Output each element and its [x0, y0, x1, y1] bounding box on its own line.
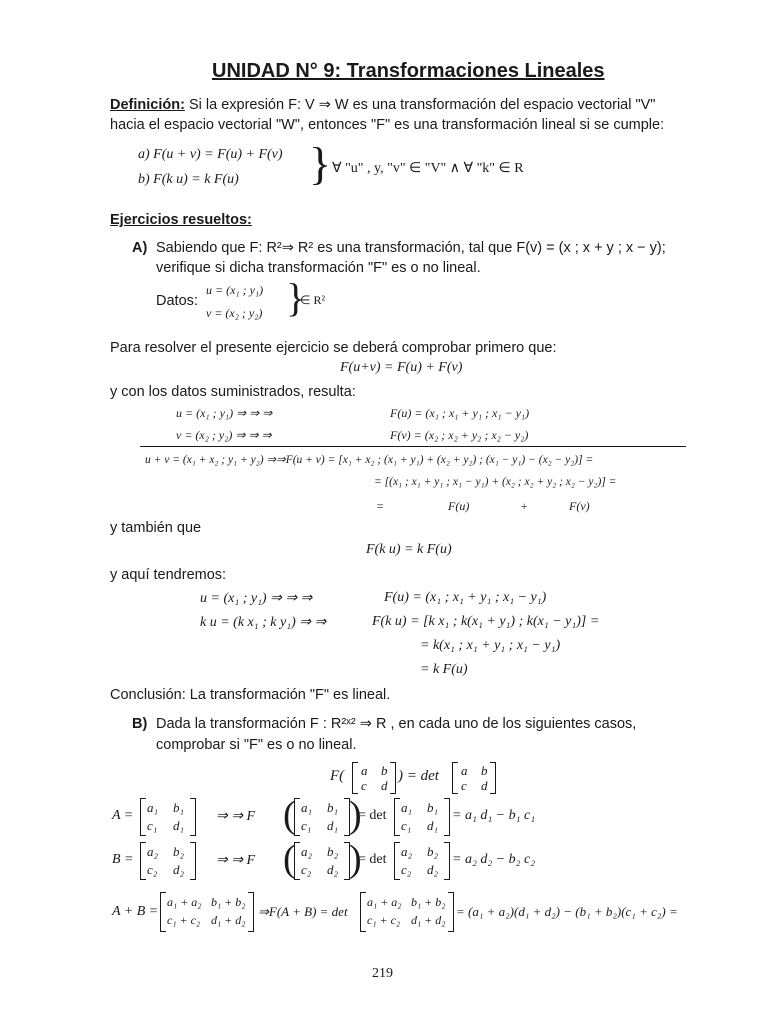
definition-line-2: hacia el espacio vectorial "W", entonces "F" es una transformación lineal si se cumple:	[110, 117, 665, 133]
b-result: = a₂ d₂ − b₂ c₂	[452, 852, 536, 867]
row1-left: u = (x₁ ; y₁) ⇒ ⇒ ⇒	[176, 406, 273, 420]
cell-c: c	[461, 778, 467, 793]
page-number: 219	[372, 966, 393, 981]
cell-a1a2: a₁ + a₂	[367, 895, 402, 909]
matrix-a-det	[394, 798, 450, 836]
s2-left: k u = (k x₁ ; k y₁) ⇒ ⇒	[200, 615, 327, 630]
def-f-open: F(	[330, 768, 345, 784]
b-paren-close: )	[349, 838, 362, 880]
datos-in-r2: ∈ R²	[300, 293, 326, 307]
row5-fv: F(v)	[569, 499, 590, 513]
equation-additivity: F(u+v) = F(u) + F(v)	[340, 360, 463, 375]
row3-sum: u + v = (x₁ + x₂ ; y₁ + y₂) ⇒⇒F(u + v) = [x₁ + x₂ ; (x₁ + y₁) + (x₂ + y₂) ; (x₁ − y₁) − (x₂ − y₂)] =	[145, 454, 594, 466]
s3: = k(x₁ ; x₁ + y₁ ; x₁ − y₁)	[420, 638, 561, 653]
datos-brace: }	[286, 275, 306, 320]
row2-left: v = (x₂ ; y₂) ⇒ ⇒ ⇒	[176, 428, 272, 442]
page-title: UNIDAD N° 9: Transformaciones Lineales	[212, 60, 605, 82]
row1-right: F(u) = (x₁ ; x₁ + y₁ ; x₁ − y₁)	[390, 406, 530, 420]
row5-equals: =	[376, 499, 385, 513]
cell-a: a	[361, 763, 368, 778]
tambien-text: y también que	[110, 520, 202, 536]
cell-a2: a₂	[147, 844, 159, 859]
cell-c1: c₁	[147, 818, 158, 833]
cell-b: b	[481, 763, 488, 778]
b-lhs: B =	[112, 852, 134, 867]
cell-a1: a₁	[147, 800, 159, 815]
exercise-a-line-1: Sabiendo que F: R²⇒ R² es una transformación, tal que F(v) = (x ; x + y ; x − y);	[156, 240, 666, 256]
cell-d1: d₁	[173, 818, 185, 833]
s2-right: F(k u) = [k x₁ ; k(x₁ + y₁) ; k(x₁ − y₁)] =	[372, 614, 600, 629]
cell-d: d	[481, 778, 488, 793]
ab-mid: ⇒F(A + B) = det	[258, 904, 348, 919]
matrix-a-arg	[294, 798, 350, 836]
matrix-b-det	[394, 842, 450, 880]
exercise-a-label: A)	[132, 240, 148, 256]
cell-d1: d₁	[427, 818, 439, 833]
cell-c2: c₂	[401, 862, 412, 877]
a-paren-close: )	[349, 794, 362, 836]
row2-right: F(v) = (x₂ ; x₂ + y₂ ; x₂ − y₂)	[390, 428, 529, 442]
a-result: = a₁ d₁ − b₁ c₁	[452, 808, 536, 823]
cell-c2: c₂	[301, 862, 312, 877]
b-paren-open: (	[283, 838, 296, 880]
b-arrows: ⇒ ⇒ F	[216, 853, 256, 868]
cell-c1: c₁	[301, 818, 312, 833]
ab-result: = (a₁ + a₂)(d₁ + d₂) − (b₁ + b₂)(c₁ + c₂) =	[456, 904, 678, 919]
cell-b2: b₂	[327, 844, 339, 859]
s1-left: u = (x₁ ; y₁) ⇒ ⇒ ⇒	[200, 591, 313, 606]
matrix-b	[140, 842, 196, 880]
cell-c1c2: c₁ + c₂	[167, 913, 201, 927]
quantifier: ∀ "u" , y, "v" ∈ "V" ∧ ∀ "k" ∈ R	[332, 161, 524, 176]
cell-d1: d₁	[327, 818, 339, 833]
cell-a1: a₁	[401, 800, 413, 815]
cell-b: b	[381, 763, 388, 778]
exercise-b-line-1: Dada la transformación F : R²ˣ² ⇒ R , en cada uno de los siguientes casos,	[156, 716, 637, 732]
s1-right: F(u) = (x₁ ; x₁ + y₁ ; x₁ − y₁)	[384, 590, 547, 605]
matrix-a	[140, 798, 196, 836]
row5-fu: F(u)	[448, 499, 470, 513]
row5-plus: +	[520, 499, 529, 513]
def-det: ) = det	[398, 768, 439, 784]
sum-rule	[140, 446, 686, 447]
cell-d: d	[381, 778, 388, 793]
a-lhs: A =	[112, 808, 134, 823]
exercise-a-line-2: verifique si dicha transformación "F" es o no lineal.	[156, 260, 481, 276]
matrix-b-arg	[294, 842, 350, 880]
cell-a2: a₂	[401, 844, 413, 859]
exercise-b-line-2: comprobar si "F" es o no lineal.	[156, 737, 357, 753]
b-det: = det	[358, 852, 387, 867]
cell-a2: a₂	[301, 844, 313, 859]
matrix-ab	[160, 892, 254, 932]
conclusion-text: Conclusión: La transformación "F" es lineal.	[110, 687, 391, 703]
datos-label: Datos:	[156, 293, 198, 309]
aqui-text: y aquí tendremos:	[110, 567, 227, 583]
cell-d2: d₂	[427, 862, 439, 877]
cell-b1b2: b₁ + b₂	[411, 895, 446, 909]
cell-b1b2: b₁ + b₂	[211, 895, 246, 909]
cell-d2: d₂	[173, 862, 185, 877]
a-arrows: ⇒ ⇒ F	[216, 809, 256, 824]
definition-text-1: Si la expresión F: V ⇒ W es una transformación del espacio vectorial "V"	[188, 97, 656, 113]
cell-d1d2: d₁ + d₂	[411, 913, 446, 927]
def-matrix-left	[352, 762, 396, 794]
cell-b1: b₁	[427, 800, 439, 815]
cell-d2: d₂	[327, 862, 339, 877]
cell-d1d2: d₁ + d₂	[211, 913, 246, 927]
a-det: = det	[358, 808, 387, 823]
equation-homogeneity: F(k u) = k F(u)	[366, 542, 452, 557]
cell-b2: b₂	[427, 844, 439, 859]
cell-c1c2: c₁ + c₂	[367, 913, 401, 927]
def-matrix-right	[452, 762, 496, 794]
con-datos-text: y con los datos suministrados, resulta:	[110, 384, 356, 400]
cell-c: c	[361, 778, 367, 793]
ab-lhs: A + B =	[112, 904, 159, 919]
cell-a1: a₁	[301, 800, 313, 815]
cell-a: a	[461, 763, 468, 778]
right-brace: }	[309, 138, 332, 189]
exercises-heading: Ejercicios resueltos:	[110, 212, 252, 228]
definition-line-1	[110, 97, 655, 113]
intro-text: Para resolver el presente ejercicio se deberá comprobar primero que:	[110, 340, 557, 356]
s4: = k F(u)	[420, 662, 468, 677]
cell-b1: b₁	[173, 800, 185, 815]
property-a: a) F(u + v) = F(u) + F(v)	[138, 147, 283, 162]
cell-c2: c₂	[147, 862, 158, 877]
datos-v: v = (x₂ ; y₂)	[206, 306, 263, 320]
property-b: b) F(k u) = k F(u)	[138, 172, 239, 187]
definition-label: Definición:	[110, 97, 185, 113]
a-paren-open: (	[283, 794, 296, 836]
cell-b1: b₁	[327, 800, 339, 815]
row4-regroup: = [(x₁ ; x₁ + y₁ ; x₁ − y₁) + (x₂ ; x₂ + y₂ ; x₂ − y₂)] =	[374, 476, 617, 488]
datos-u: u = (x₁ ; y₁)	[206, 283, 264, 297]
exercise-b-label: B)	[132, 716, 148, 732]
cell-b2: b₂	[173, 844, 185, 859]
matrix-ab-det	[360, 892, 454, 932]
cell-c1: c₁	[401, 818, 412, 833]
cell-a1a2: a₁ + a₂	[167, 895, 202, 909]
